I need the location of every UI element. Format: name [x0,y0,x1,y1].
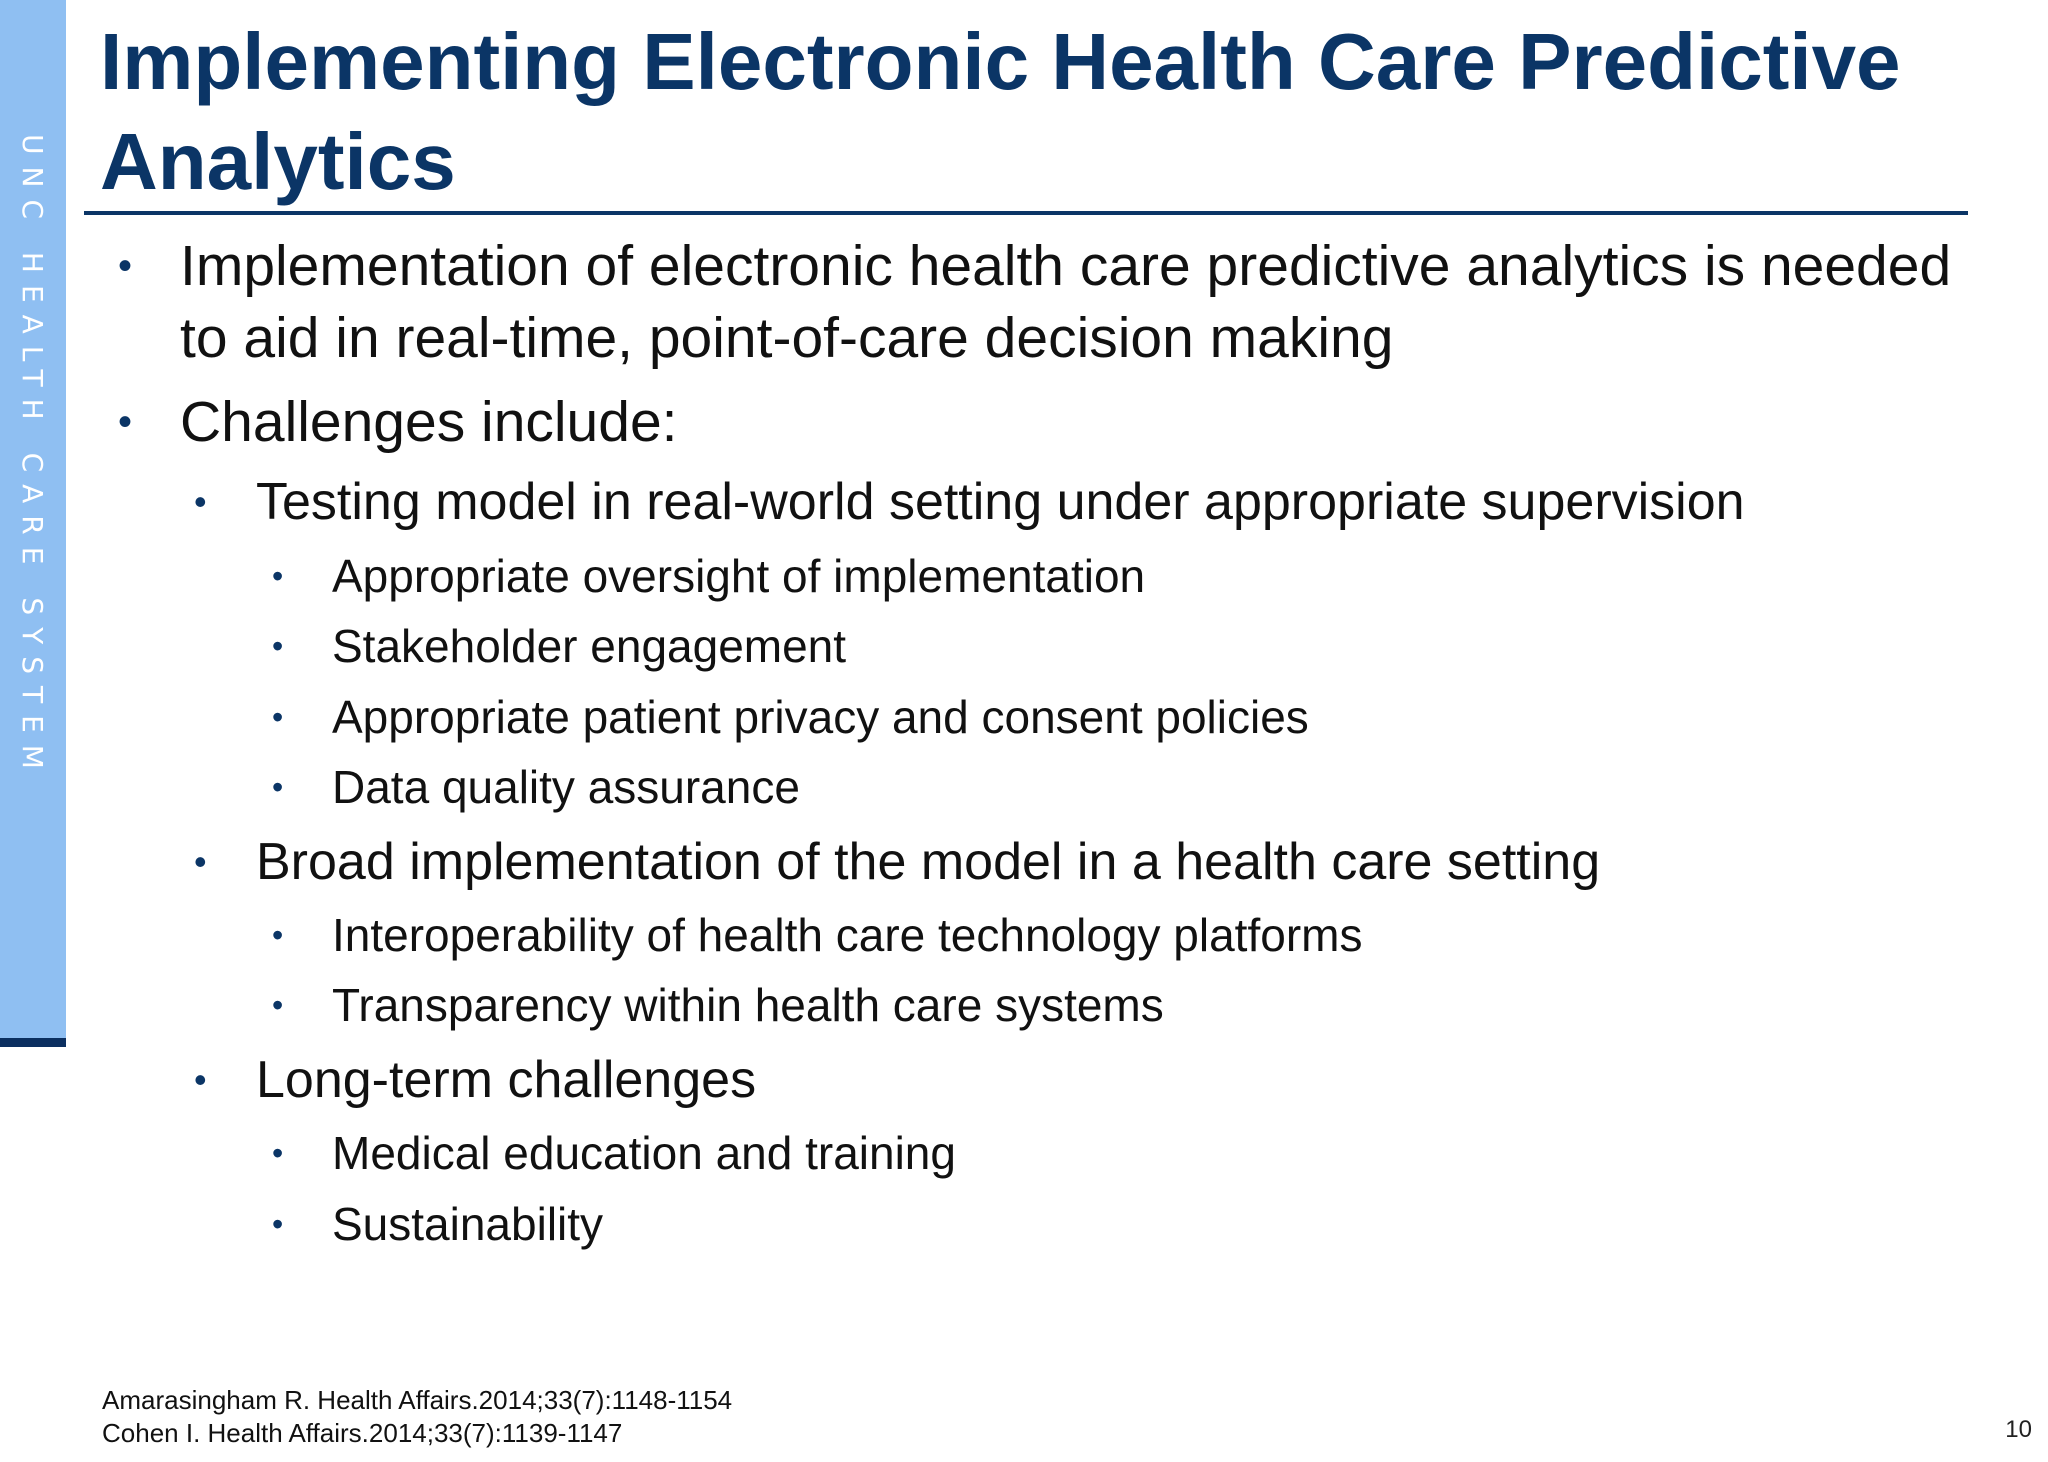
bullet-text: Interoperability of health care technology platforms [332,909,1363,961]
bullet-icon: • [194,481,207,522]
bullet-icon: • [118,244,133,288]
bullet-text: Implementation of electronic health care predictive analytics is needed to aid in real-time, point-of-care decision making [180,234,1952,370]
reference-line: Cohen I. Health Affairs.2014;33(7):1139-1147 [102,1418,623,1448]
bullet-icon: • [272,987,284,1023]
side-label: UNC HEALTH CARE SYSTEM [16,134,49,781]
bullet-text: Testing model in real-world setting under appropriate supervision [256,473,1745,531]
bullet-icon: • [272,699,284,735]
bullet-icon: • [272,558,284,594]
bullet-text: Appropriate patient privacy and consent policies [332,691,1309,743]
bullet-text: Sustainability [332,1198,604,1250]
bullet-text: Stakeholder engagement [332,620,847,672]
bullet-text: Data quality assurance [332,761,800,813]
bullet-icon: • [118,400,133,444]
bullet-icon: • [272,769,284,805]
bullet-icon: • [194,841,207,882]
bullet-icon: • [194,1059,207,1100]
bullet-icon: • [272,1135,284,1171]
bullet-icon: • [272,917,284,953]
title-rule [84,211,1968,215]
bullet-text: Challenges include: [180,390,678,454]
bullet-text: Medical education and training [332,1127,956,1179]
bullet-text: Appropriate oversight of implementation [332,550,1146,602]
bullet-text: Broad implementation of the model in a health care setting [256,833,1601,891]
references [102,1384,732,1450]
reference-line: Amarasingham R. Health Affairs.2014;33(7):1148-1154 [102,1385,733,1415]
slide-title: Implementing Electronic Health Care Predictive Analytics [100,17,1901,206]
page-number: 10 [2005,1416,2032,1443]
bullet-icon: • [272,628,284,664]
bullet-text: Transparency within health care systems [332,979,1164,1031]
bullet-icon: • [272,1206,284,1242]
side-band-base [0,1038,66,1047]
bullet-text: Long-term challenges [256,1051,757,1109]
side-band [0,0,66,1038]
